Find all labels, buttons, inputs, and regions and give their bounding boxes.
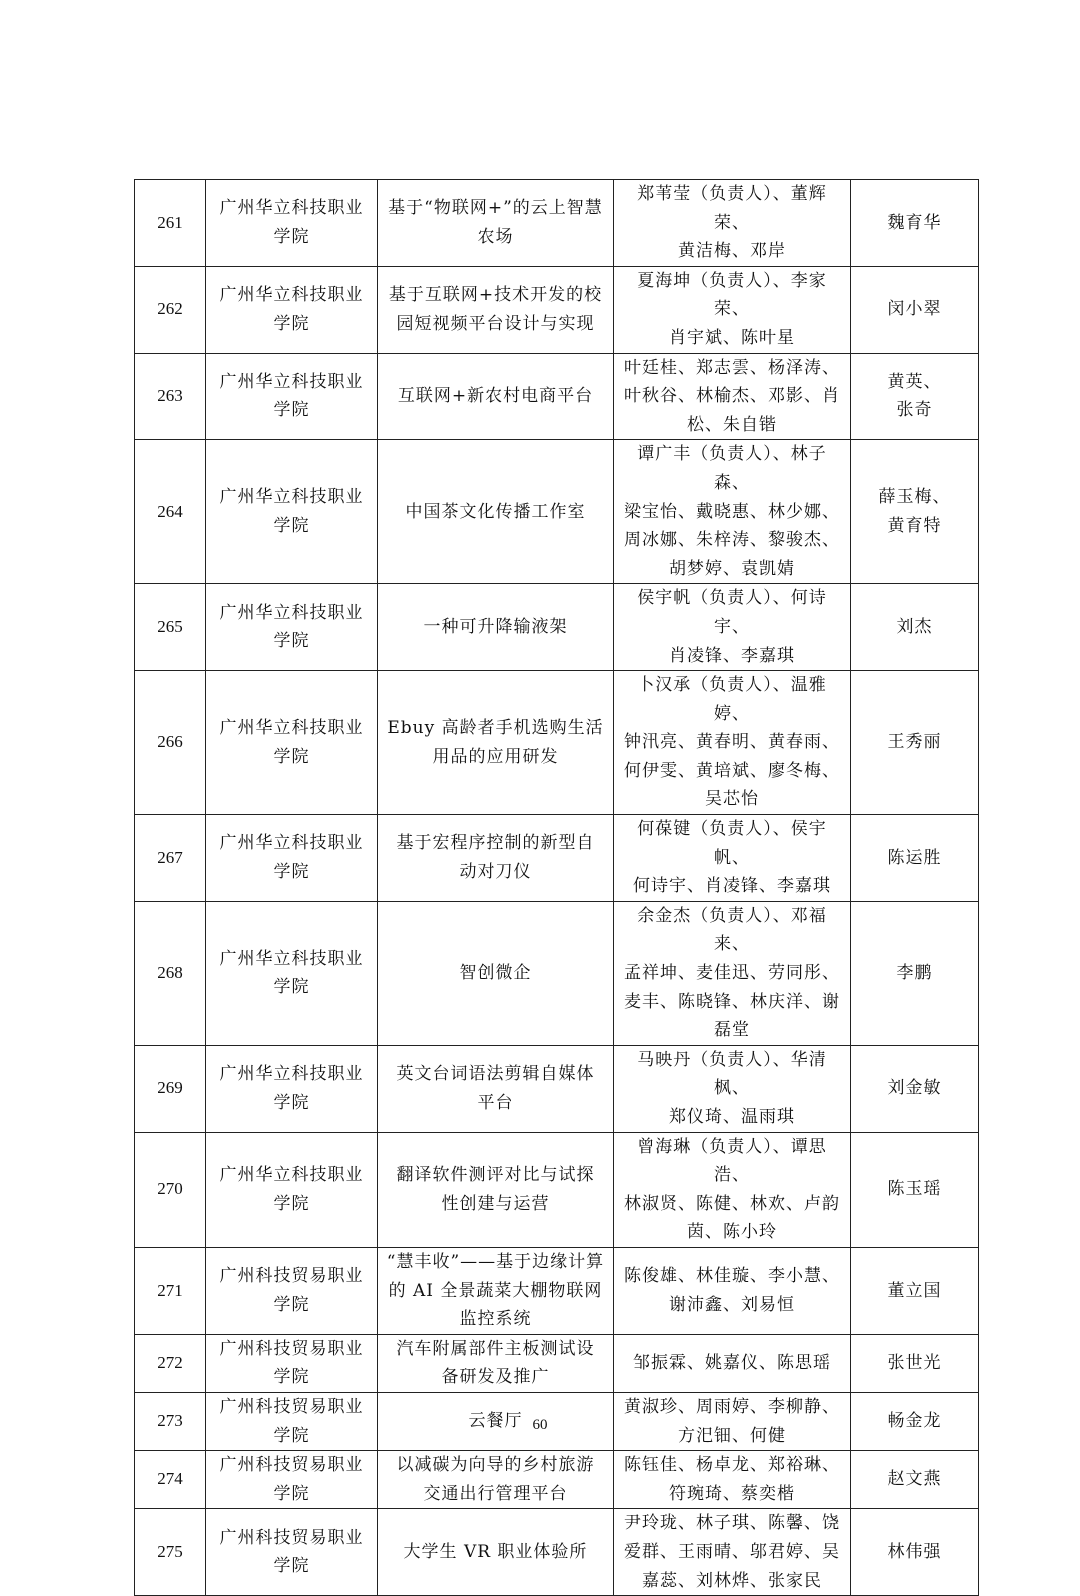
cell-members	[614, 901, 851, 1045]
cell-school-line: 学院	[273, 226, 310, 247]
cell-project	[378, 1509, 614, 1596]
cell-advisor-line: 王秀丽	[887, 732, 942, 753]
cell-project-line: 平台	[477, 1092, 514, 1113]
cell-advisor	[851, 353, 979, 440]
cell-project	[378, 1247, 614, 1334]
table-row	[135, 1451, 979, 1509]
cell-members-line: 郑苇莹（负责人）、董辉荣、	[637, 184, 827, 233]
cell-advisor-line: 薛玉梅、	[878, 487, 951, 508]
cell-project-line: 一种可升降输液架	[423, 616, 568, 637]
cell-school-line: 学院	[273, 861, 310, 882]
cell-members-line: 爱群、王雨晴、邬君婷、吴	[624, 1541, 840, 1562]
cell-project-line: 的 AI 全景蔬菜大棚物联网	[388, 1280, 603, 1301]
cell-number: 265	[135, 584, 206, 671]
cell-members-line: 茵、陈小玲	[687, 1222, 777, 1243]
cell-members-line: 曾海琳（负责人）、谭思浩、	[637, 1136, 827, 1186]
cell-advisor	[851, 671, 979, 815]
cell-members-line: 周冰娜、朱梓涛、黎骏杰、	[624, 530, 840, 551]
cell-school-line: 学院	[273, 1425, 310, 1446]
cell-advisor	[851, 440, 979, 584]
cell-project-line: 性创建与运营	[441, 1193, 550, 1214]
cell-number: 274	[135, 1451, 206, 1509]
cell-number: 272	[135, 1334, 206, 1392]
cell-school-line: 广州华立科技职业	[219, 602, 364, 623]
project-table	[134, 179, 979, 1596]
table-row	[135, 815, 979, 902]
cell-number: 268	[135, 901, 206, 1045]
cell-project-line: 大学生 VR 职业体验所	[403, 1541, 588, 1562]
cell-school	[206, 266, 378, 353]
cell-number: 270	[135, 1132, 206, 1247]
cell-school	[206, 1045, 378, 1132]
cell-members-line: 谢沛鑫、刘易恒	[669, 1294, 795, 1315]
cell-advisor	[851, 1045, 979, 1132]
cell-members	[614, 1045, 851, 1132]
cell-members-line: 麦丰、陈晓锋、林庆洋、谢	[624, 991, 840, 1012]
cell-school	[206, 671, 378, 815]
cell-advisor-line: 张奇	[896, 400, 933, 421]
cell-advisor-line: 李鹏	[896, 963, 933, 984]
cell-members-line: 郑仪琦、温雨琪	[669, 1107, 795, 1127]
cell-project-line: “慧丰收”——基于边缘计算	[386, 1251, 605, 1272]
cell-members-line: 肖宇斌、陈叶星	[669, 327, 795, 348]
cell-number: 263	[135, 353, 206, 440]
cell-members-line: 梁宝怡、戴晓惠、林少娜、	[624, 501, 840, 522]
cell-advisor-line: 赵文燕	[887, 1469, 942, 1490]
cell-advisor-line: 林伟强	[887, 1541, 942, 1562]
cell-school-line: 学院	[273, 1092, 310, 1113]
cell-number: 266	[135, 671, 206, 815]
cell-members-line: 松、朱自锴	[687, 414, 777, 435]
cell-members-line: 黄洁梅、邓岸	[678, 241, 786, 262]
cell-school-line: 广州华立科技职业	[219, 371, 364, 392]
cell-members-line: 嘉蕊、刘林烨、张家民	[642, 1570, 822, 1591]
cell-members-line: 侯宇帆（负责人）、何诗宇、	[637, 588, 827, 637]
cell-members-line: 黄淑珍、周雨婷、李柳静、	[624, 1396, 840, 1417]
cell-members-line: 何葆键（负责人）、侯宇帆、	[637, 819, 827, 868]
cell-project	[378, 1334, 614, 1392]
cell-school	[206, 1509, 378, 1596]
cell-number: 264	[135, 440, 206, 584]
cell-members-line: 磊堂	[714, 1020, 750, 1041]
cell-project	[378, 584, 614, 671]
cell-school	[206, 353, 378, 440]
cell-advisor-line: 闵小翠	[887, 299, 942, 320]
cell-members	[614, 180, 851, 267]
cell-school-line: 广州华立科技职业	[219, 833, 364, 854]
cell-project-line: 农场	[477, 226, 514, 247]
cell-project-line: 基于宏程序控制的新型自	[396, 833, 595, 854]
cell-school	[206, 1132, 378, 1247]
cell-school-line: 学院	[273, 1556, 310, 1577]
cell-members-line: 林淑贤、陈健、林欢、卢韵	[624, 1193, 840, 1214]
cell-project-line: 基于互联网+技术开发的校	[388, 285, 603, 306]
cell-advisor-line: 黄育特	[887, 515, 942, 536]
table-row	[135, 353, 979, 440]
cell-members-line: 陈钰佳、杨卓龙、郑裕琳、	[624, 1455, 840, 1476]
cell-number: 271	[135, 1247, 206, 1334]
cell-advisor-line: 畅金龙	[887, 1411, 942, 1432]
cell-school-line: 学院	[273, 313, 310, 334]
cell-members	[614, 1247, 851, 1334]
cell-project	[378, 440, 614, 584]
cell-advisor-line: 刘金敏	[887, 1078, 942, 1099]
cell-members-line: 方汜钿、何健	[678, 1425, 786, 1446]
cell-school-line: 广州华立科技职业	[219, 948, 364, 969]
cell-members-line: 叶秋谷、林榆杰、邓影、肖	[624, 386, 840, 407]
cell-project-line: 翻译软件测评对比与试探	[396, 1165, 595, 1186]
cell-project	[378, 671, 614, 815]
cell-members-line: 尹玲珑、林子琪、陈馨、饶	[624, 1513, 840, 1534]
cell-members-line: 肖凌锋、李嘉琪	[669, 645, 795, 666]
cell-project-line: 汽车附属部件主板测试设	[396, 1338, 595, 1359]
cell-members	[614, 1334, 851, 1392]
cell-school	[206, 1247, 378, 1334]
cell-number: 267	[135, 815, 206, 902]
cell-advisor-line: 刘杰	[896, 616, 933, 637]
cell-school	[206, 815, 378, 902]
cell-advisor	[851, 266, 979, 353]
table-row	[135, 1045, 979, 1132]
cell-school	[206, 180, 378, 267]
cell-members-line: 何诗宇、肖凌锋、李嘉琪	[633, 876, 831, 897]
cell-project-line: 园短视频平台设计与实现	[396, 313, 595, 334]
cell-project	[378, 353, 614, 440]
table-row	[135, 266, 979, 353]
cell-members-line: 胡梦婷、袁凯婧	[669, 558, 795, 579]
cell-members-line: 叶廷桂、郑志雲、杨泽涛、	[624, 357, 840, 378]
cell-advisor	[851, 815, 979, 902]
cell-school-line: 广州科技贸易职业	[219, 1396, 364, 1417]
cell-project	[378, 815, 614, 902]
cell-members	[614, 584, 851, 671]
cell-school-line: 广州科技贸易职业	[219, 1455, 364, 1476]
cell-members-line: 钟汛亮、黄春明、黄春雨、	[624, 732, 840, 753]
cell-school-line: 学院	[273, 746, 310, 767]
cell-members	[614, 440, 851, 584]
cell-school	[206, 1334, 378, 1392]
cell-school	[206, 1451, 378, 1509]
cell-school-line: 学院	[273, 400, 310, 421]
table-row	[135, 1132, 979, 1247]
cell-members	[614, 1132, 851, 1247]
cell-project-line: 用品的应用研发	[432, 746, 559, 767]
cell-school-line: 广州华立科技职业	[219, 487, 364, 508]
cell-members-line: 陈俊雄、林佳璇、李小慧、	[624, 1266, 840, 1287]
cell-project-line: 基于“物联网+”的云上智慧	[388, 198, 603, 219]
cell-project-line: 以减碳为向导的乡村旅游	[396, 1455, 595, 1476]
table-row	[135, 1247, 979, 1334]
cell-project	[378, 1045, 614, 1132]
cell-project-line: 中国茶文化传播工作室	[405, 501, 586, 522]
table-row	[135, 1509, 979, 1596]
cell-project-line: 交通出行管理平台	[423, 1483, 568, 1504]
cell-members-line: 符琬琦、蔡奕楷	[669, 1483, 795, 1504]
cell-advisor-line: 张世光	[887, 1353, 942, 1374]
table-row	[135, 440, 979, 584]
cell-project-line: 互联网+新农村电商平台	[397, 386, 594, 407]
cell-school-line: 广州华立科技职业	[219, 717, 364, 738]
cell-members-line: 余金杰（负责人）、邓福来、	[637, 905, 827, 955]
table-row	[135, 671, 979, 815]
cell-members-line: 邹振霖、姚嘉仪、陈思瑶	[633, 1353, 831, 1374]
cell-school-line: 广州华立科技职业	[219, 198, 364, 219]
cell-school-line: 广州华立科技职业	[219, 1064, 364, 1085]
cell-project	[378, 1132, 614, 1247]
table-row	[135, 584, 979, 671]
cell-advisor-line: 陈玉瑶	[887, 1179, 942, 1200]
cell-school	[206, 584, 378, 671]
cell-members-line: 马映丹（负责人）、华清枫、	[637, 1049, 827, 1099]
cell-members	[614, 266, 851, 353]
cell-members-line: 卜汉承（负责人）、温雅婷、	[637, 675, 827, 724]
cell-members-line: 孟祥坤、麦佳迅、劳同彤、	[624, 963, 840, 984]
cell-project	[378, 1451, 614, 1509]
cell-school	[206, 901, 378, 1045]
cell-project	[378, 901, 614, 1045]
cell-number: 273	[135, 1392, 206, 1450]
cell-project-line: 动对刀仪	[459, 861, 532, 882]
cell-advisor	[851, 1509, 979, 1596]
cell-school-line: 学院	[273, 1367, 310, 1388]
cell-advisor	[851, 584, 979, 671]
cell-number: 261	[135, 180, 206, 267]
cell-project	[378, 180, 614, 267]
cell-members	[614, 1509, 851, 1596]
cell-members	[614, 671, 851, 815]
cell-advisor	[851, 180, 979, 267]
cell-school-line: 学院	[273, 515, 310, 536]
cell-project	[378, 266, 614, 353]
cell-number: 275	[135, 1509, 206, 1596]
cell-school-line: 广州华立科技职业	[219, 1165, 364, 1186]
cell-project-line: 智创微企	[459, 963, 532, 984]
table-body	[135, 180, 979, 1596]
cell-members-line: 谭广丰（负责人）、林子森、	[637, 444, 827, 493]
cell-project-line: 云餐厅	[468, 1411, 523, 1432]
cell-members	[614, 1451, 851, 1509]
cell-advisor-line: 魏育华	[887, 212, 942, 233]
cell-members	[614, 815, 851, 902]
cell-advisor-line: 陈运胜	[887, 847, 942, 868]
cell-advisor-line: 董立国	[887, 1280, 942, 1301]
cell-number: 262	[135, 266, 206, 353]
cell-members-line: 何伊雯、黄培斌、廖冬梅、	[624, 760, 840, 781]
table-row	[135, 901, 979, 1045]
cell-advisor	[851, 1451, 979, 1509]
cell-number: 269	[135, 1045, 206, 1132]
cell-school-line: 广州科技贸易职业	[219, 1266, 364, 1287]
cell-advisor	[851, 1334, 979, 1392]
cell-school	[206, 440, 378, 584]
cell-school-line: 学院	[273, 977, 310, 998]
table-row	[135, 1334, 979, 1392]
cell-project-line: 备研发及推广	[441, 1367, 550, 1388]
cell-school-line: 广州华立科技职业	[219, 285, 364, 306]
cell-advisor	[851, 901, 979, 1045]
cell-advisor-line: 黄英、	[887, 371, 942, 392]
cell-members-line: 夏海坤（负责人）、李家荣、	[637, 270, 827, 320]
cell-project-line: 监控系统	[459, 1309, 532, 1330]
cell-school-line: 学院	[273, 1483, 310, 1504]
cell-advisor	[851, 1247, 979, 1334]
cell-school-line: 广州科技贸易职业	[219, 1527, 364, 1548]
cell-school-line: 学院	[273, 1294, 310, 1315]
cell-members-line: 吴芯怡	[705, 789, 759, 810]
cell-project-line: Ebuy 高龄者手机选购生活	[387, 717, 604, 738]
cell-project-line: 英文台词语法剪辑自媒体	[396, 1064, 595, 1085]
cell-members	[614, 353, 851, 440]
cell-school-line: 广州科技贸易职业	[219, 1338, 364, 1359]
page-number: 60	[532, 1417, 548, 1433]
cell-advisor	[851, 1132, 979, 1247]
cell-school-line: 学院	[273, 631, 310, 652]
cell-school-line: 学院	[273, 1193, 310, 1214]
table-row	[135, 180, 979, 267]
